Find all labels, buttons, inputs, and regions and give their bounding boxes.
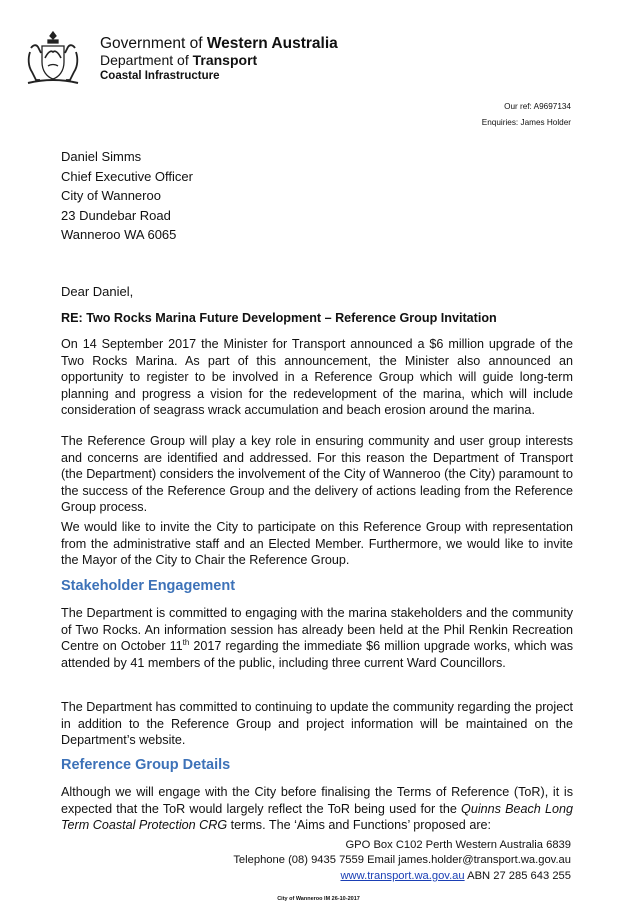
coat-of-arms-icon bbox=[22, 30, 84, 88]
division-name: Coastal Infrastructure bbox=[100, 69, 220, 82]
recipient-organisation: City of Wanneroo bbox=[61, 188, 161, 204]
reference-block bbox=[482, 99, 571, 131]
recipient-street: 23 Dundebar Road bbox=[61, 207, 171, 223]
salutation: Dear Daniel, bbox=[61, 284, 134, 299]
footer-postal: GPO Box C102 Perth Western Australia 6839 bbox=[345, 839, 571, 851]
footer-contact-line: Telephone (08) 9435 7559 Email james.holder@transport.wa.gov.au bbox=[233, 854, 571, 867]
document-stamp: City of Wanneroo IM 26-10-2017 bbox=[277, 896, 360, 902]
recipient-address bbox=[61, 147, 193, 245]
government-name: Government of Western Australia bbox=[100, 35, 338, 52]
heading-reference-group-details: Reference Group Details bbox=[61, 757, 231, 773]
department-name: Department of Transport bbox=[100, 51, 258, 68]
recipient-name: Daniel Simms bbox=[61, 149, 142, 164]
subject-line: RE: Two Rocks Marina Future Development – Reference Group Invitation bbox=[61, 311, 497, 325]
footer-web-line: www.transport.wa.gov.au ABN 27 285 643 255 bbox=[340, 869, 571, 882]
enquiries: Enquiries: James Holder bbox=[481, 117, 571, 127]
paragraph-3: We would like to invite the City to participate on this Reference Group with representation from the administrative staff and an Elected Member. Furthermore, we would like to invite the Mayor of the City to Chair the Reference Group. bbox=[61, 520, 573, 568]
paragraph-4: The Department is committed to engaging with the marina stakeholders and the community of Two Rocks. An information session has already been held at the Phil Renkin Recreation Centre on October 11th 2017 regarding the immediate $6 million upgrade works, which was attended by 41 members of the public, including three current Ward Councillors. bbox=[61, 606, 573, 670]
paragraph-2: The Reference Group will play a key role in ensuring community and user group interests and concerns are identified and addressed. For this reason the Department of Transport (the Department) considers the involvement of the City of Wanneroo (the City) paramount to the success of the Reference Group and the delivery of actions leading from the Reference Group process. bbox=[61, 434, 573, 515]
recipient-suburb: Wanneroo WA 6065 bbox=[61, 227, 177, 243]
footer-contact bbox=[233, 838, 571, 884]
heading-stakeholder-engagement: Stakeholder Engagement bbox=[61, 578, 236, 594]
paragraph-6: Although we will engage with the City before finalising the Terms of Reference (ToR), it is expected that the ToR would largely reflect the ToR being used for the Quinns Beach Long Term Coastal Protection CRG terms. The ‘Aims and Functions’ proposed are: bbox=[61, 785, 573, 833]
letterhead bbox=[100, 36, 338, 82]
our-ref: Our ref: A9697134 bbox=[504, 102, 571, 111]
paragraph-1: On 14 September 2017 the Minister for Transport announced a $6 million upgrade of the Two Rocks Marina. As part of this announcement, the Minister also announced an opportunity to register to be involved in a Reference Group which will guide long-term planning and progress a vision for the redevelopment of the marina, which will include consideration of seagrass wrack accumulation and beach erosion around the marina. bbox=[61, 337, 573, 418]
website-link[interactable]: www.transport.wa.gov.au bbox=[340, 869, 465, 882]
recipient-title: Chief Executive Officer bbox=[61, 168, 193, 184]
paragraph-5: The Department has committed to continuing to update the community regarding the project in addition to the Reference Group and project information will be maintained on the Department’s website. bbox=[61, 700, 573, 748]
